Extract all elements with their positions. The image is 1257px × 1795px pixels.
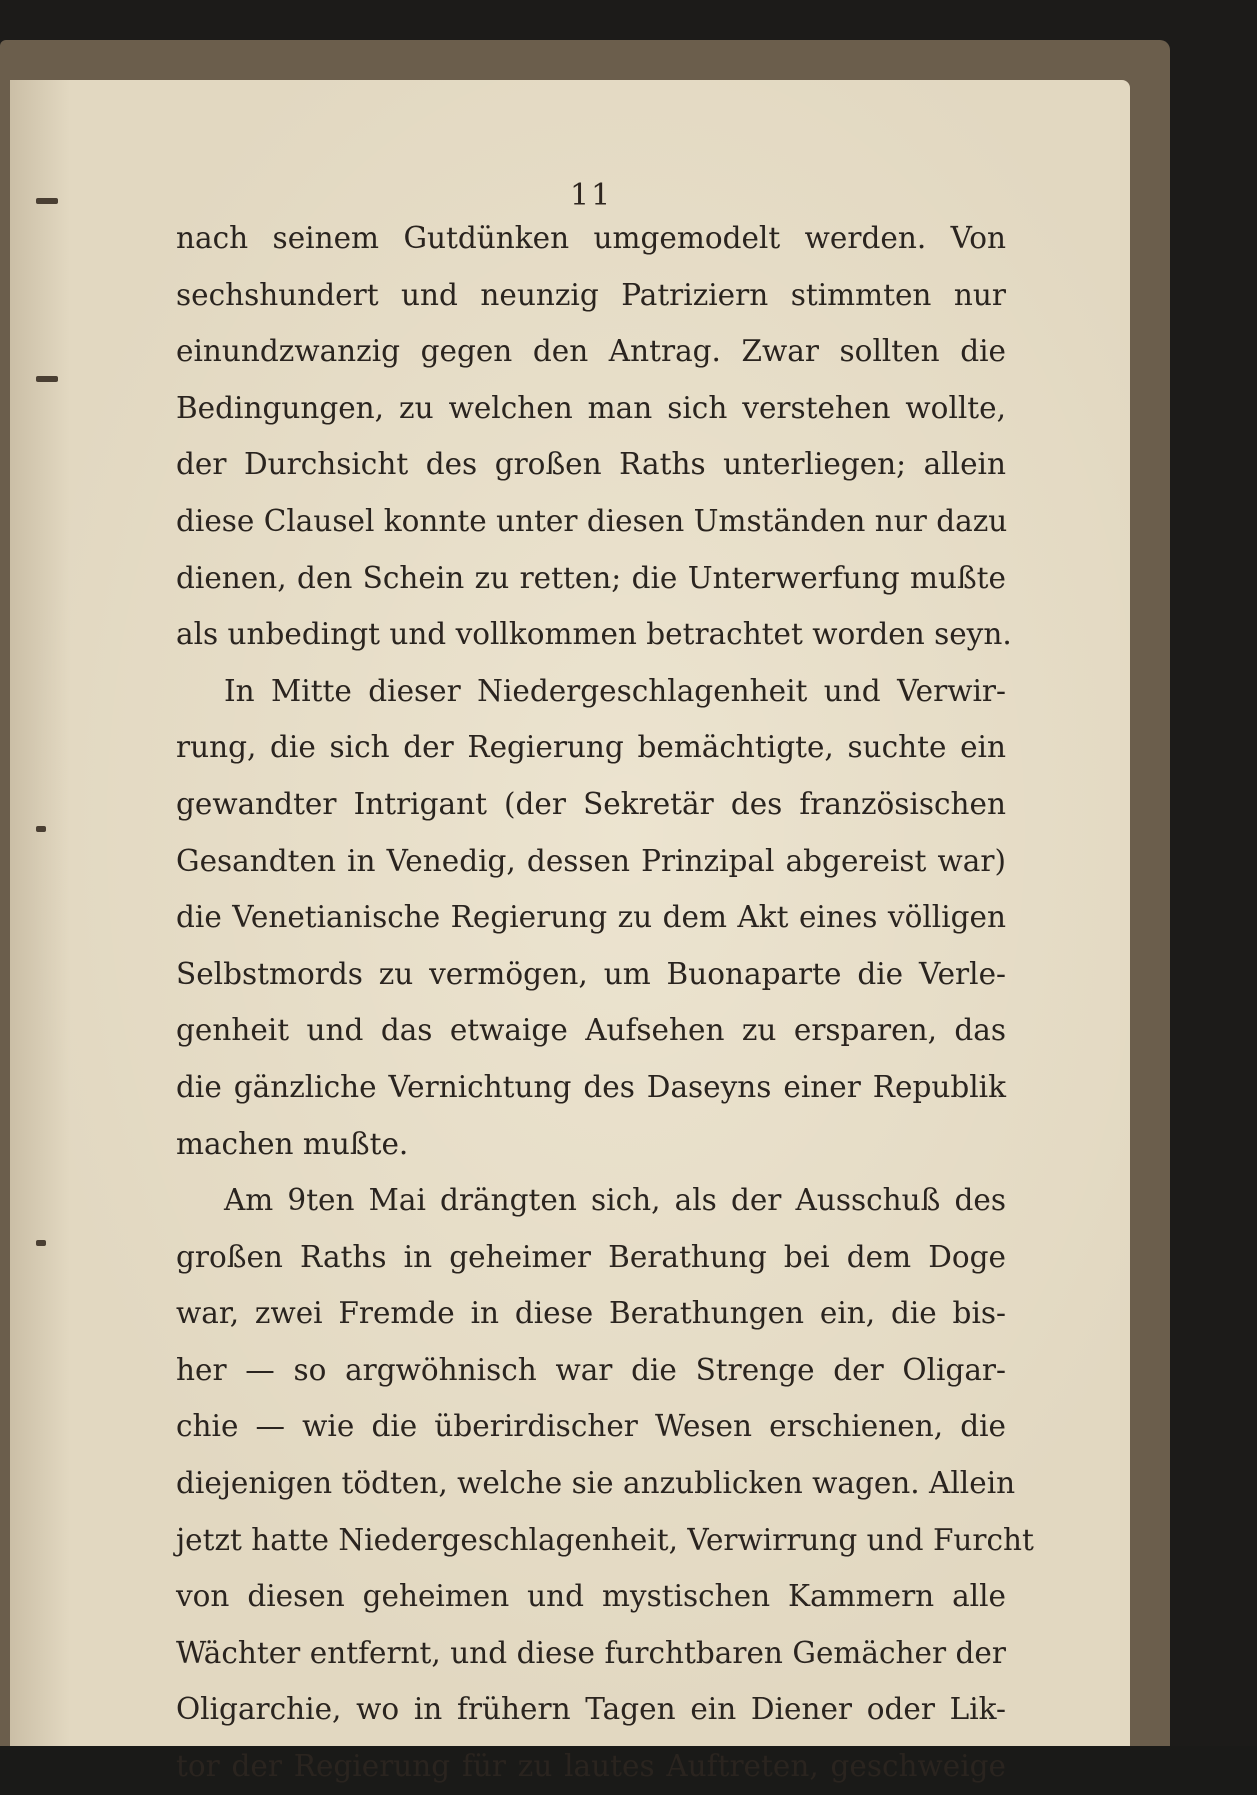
text-line: rung, die sich der Regierung bemächtigte, suchte ein — [176, 730, 1006, 765]
text-line: In Mitte dieser Niedergeschlagenheit und Verwir- — [224, 673, 1006, 708]
text-line: machen mußte. — [176, 1126, 409, 1161]
page-number: 11 — [570, 178, 613, 213]
body-text — [176, 210, 1034, 1795]
text-line: Bedingungen, zu welchen man sich verstehen wollte, — [176, 390, 1006, 425]
text-line: der Durchsicht des großen Raths unterliegen; allein — [176, 447, 1006, 482]
text-line: dienen, den Schein zu retten; die Unterwerfung mußte — [176, 560, 1006, 595]
text-line: tor der Regierung für zu lautes Auftreten, geschweige — [176, 1749, 1006, 1784]
text-line: Gesandten in Venedig, dessen Prinzipal abgereist war) — [176, 843, 1006, 878]
margin-mark — [36, 1240, 46, 1246]
text-line: diese Clausel konnte unter diesen Umständen nur dazu — [176, 503, 1008, 538]
text-line: gewandter Intrigant (der Sekretär des französischen — [176, 786, 1006, 821]
text-line: Selbstmords zu vermögen, um Buonaparte die Verle- — [176, 956, 1006, 991]
text-line: her — so argwöhnisch war die Strenge der Oligar- — [176, 1352, 1006, 1387]
margin-mark — [36, 376, 58, 382]
text-line: war, zwei Fremde in diese Berathungen ein, die bis- — [176, 1296, 1006, 1331]
text-line: großen Raths in geheimer Berathung bei dem Doge — [176, 1239, 1006, 1274]
text-line: Wächter entfernt, und diese furchtbaren Gemächer der — [176, 1635, 1006, 1670]
text-line: jetzt hatte Niedergeschlagenheit, Verwirrung und Furcht — [176, 1522, 1034, 1557]
text-line: die gänzliche Vernichtung des Daseyns einer Republik — [176, 1069, 1006, 1104]
text-line: Oligarchie, wo in frühern Tagen ein Diener oder Lik- — [176, 1692, 1006, 1727]
text-line: sechshundert und neunzig Patriziern stimmten nur — [176, 277, 1006, 312]
text-line: die Venetianische Regierung zu dem Akt eines völligen — [176, 900, 1006, 935]
text-line: diejenigen tödten, welche sie anzublicken wagen. Allein — [176, 1466, 1016, 1501]
text-line: Am 9ten Mai drängten sich, als der Ausschuß des — [224, 1183, 1006, 1218]
text-line: chie — wie die überirdischer Wesen erschienen, die — [176, 1409, 1006, 1444]
text-line: genheit und das etwaige Aufsehen zu ersparen, das — [176, 1013, 1006, 1048]
text-line: von diesen geheimen und mystischen Kammern alle — [176, 1579, 1006, 1614]
margin-mark — [36, 198, 58, 204]
margin-mark — [36, 826, 46, 832]
text-line: als unbedingt und vollkommen betrachtet worden seyn. — [176, 617, 1012, 652]
text-line: einundzwanzig gegen den Antrag. Zwar sollten die — [176, 334, 1006, 369]
text-line: nach seinem Gutdünken umgemodelt werden. Von — [176, 221, 1006, 255]
